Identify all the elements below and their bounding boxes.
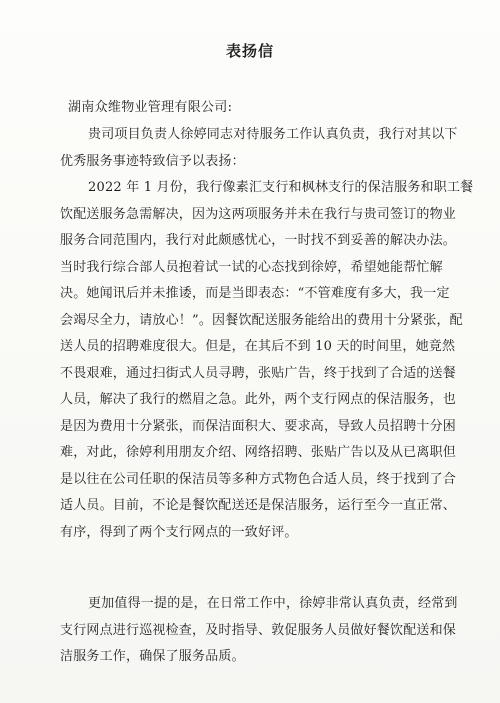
paragraph-line: 洁服务工作，确保了服务品质。 [60,649,245,664]
paragraph-line: 难，对此，徐婷利用朋友介绍、网络招聘、张贴广告以及从已离职但 [60,445,457,460]
paragraph-line: 更加值得一提的是，在日常工作中，徐婷非常认真负责，经常到 [88,596,458,611]
paragraph-line: 适人员。目前，不论是餐饮配送还是保洁服务，运行至今一直正常、 [60,498,457,513]
paragraph-closing [60,591,458,671]
paragraph-line: 会竭尽全力，请放心！”。因餐饮配送服务能给出的费用十分紧张，配 [60,312,463,328]
paragraph-line: 是因为费用十分紧张，而保洁面积大、要求高，导致人员招聘十分困 [60,418,457,434]
paragraph-line: 决。她闻讯后并未推诿，而是当即表态：“不管难度有多大，我一定 [60,286,450,301]
paragraph-line: 有序，得到了两个支行网点的一致好评。 [60,524,298,540]
paragraph-line: 优秀服务事迹特致信予以表扬： [60,153,245,169]
letter-title: 表扬信 [225,42,274,60]
paragraph-line: 饮配送服务急需解决，因为这两项服务并未在我行与贵司签订的物业 [60,206,457,222]
paragraph-line: 当时我行综合部人员抱着试一试的心态找到徐婷，希望她能帮忙解 [60,259,443,275]
paragraph-line: 送人员的招聘难度很大。但是，在其后不到 10 天的时间里，她竟然 [60,339,456,354]
paragraph-line: 支行网点进行巡视检查，及时指导、敦促服务人员做好餐饮配送和保 [60,622,457,638]
paragraph-line: 不畏艰难，通过扫街式人员寻聘，张贴广告，终于找到了合适的送餐 [60,365,457,381]
paragraph-line: 贵司项目负责人徐婷同志对待服务工作认真负责，我行对其以下 [88,127,458,142]
paragraph-line: 人员，解决了我行的燃眉之急。此外，两个支行网点的保洁服务，也 [60,392,457,407]
paragraph-intro [60,122,458,175]
paragraph-line: 是以往在公司任职的保洁员等多种方式物色合适人员，终于找到了合 [60,471,457,487]
letter-recipient: 湖南众维物业管理有限公司: [68,100,233,115]
paragraph-line: 2022 年 1 月份，我行像素汇支行和枫林支行的保洁服务和职工餐 [88,180,474,195]
paragraph-line: 服务合同范围内，我行对此颇感忧心，一时找不到妥善的解决办法。 [60,233,457,248]
paragraph-main [60,175,474,546]
